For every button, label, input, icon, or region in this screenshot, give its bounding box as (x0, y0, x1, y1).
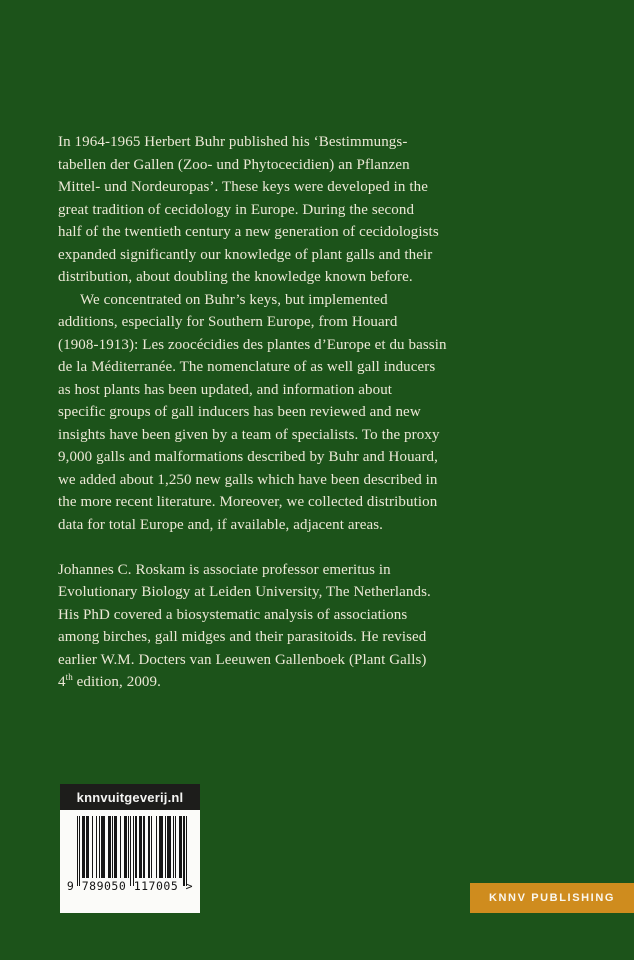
publisher-website-label: knnvuitgeverij.nl (60, 784, 200, 810)
text-line: among birches, gall midges and their parasitoids. He revised (58, 629, 427, 645)
text-line: Johannes C. Roskam is associate professor emeritus in (58, 561, 391, 578)
text-line: Mittel- und Nordeuropas’. These keys were developed in the (58, 179, 428, 195)
barcode-digits: 9 789050 117005 > (66, 879, 194, 893)
text-line: 9,000 galls and malformations described by Buhr and Houard, (58, 449, 438, 465)
back-cover-blurb (58, 131, 588, 694)
text-line: earlier W.M. Docters van Leeuwen Gallenboek (Plant Galls) (58, 651, 427, 668)
text-line: data for total Europe and, if available, adjacent areas. (58, 516, 384, 533)
text-line: (1908-1913): Les zoocécidies des plantes d’Europe et du bassin (58, 336, 447, 353)
text-line: great tradition of cecidology in Europe. During the second (58, 201, 415, 218)
barcode-card (60, 784, 200, 913)
text-line: His PhD covered a biosystematic analysis of associations (58, 606, 408, 623)
paragraph (58, 289, 588, 537)
text-line: additions, especially for Southern Europe, from Houard (58, 314, 398, 330)
barcode-bars (77, 816, 187, 886)
paragraph (58, 131, 588, 289)
text-line: expanded significantly our knowledge of plant galls and their (58, 246, 433, 263)
text-line: de la Méditerranée. The nomenclature of as well gall inducers (58, 359, 436, 375)
text-line: 4th edition, 2009. (58, 672, 161, 690)
text-line: In 1964-1965 Herbert Buhr published his ‘Bestimmungs- (58, 134, 408, 150)
text-line: we added about 1,250 new galls which have been described in (58, 471, 438, 488)
publisher-badge (470, 883, 634, 913)
text-line: tabellen der Gallen (Zoo- und Phytocecidien) an Pflanzen (58, 156, 410, 173)
text-line: Evolutionary Biology at Leiden University, The Netherlands. (58, 584, 431, 600)
text-line: half of the twentieth century a new generation of cecidologists (58, 224, 439, 240)
text-line: We concentrated on Buhr’s keys, but implemented (80, 291, 388, 308)
publisher-badge-label: KNNV PUBLISHING (488, 892, 616, 904)
barcode-module (186, 816, 187, 886)
paragraph (58, 559, 588, 694)
text-line: specific groups of gall inducers has been reviewed and new (58, 404, 421, 420)
text-line: as host plants has been updated, and information about (58, 381, 393, 398)
text-line: insights have been given by a team of specialists. To the proxy (58, 426, 440, 443)
text-line: the more recent literature. Moreover, we collected distribution (58, 494, 438, 510)
text-line: distribution, about doubling the knowledge known before. (58, 269, 413, 285)
